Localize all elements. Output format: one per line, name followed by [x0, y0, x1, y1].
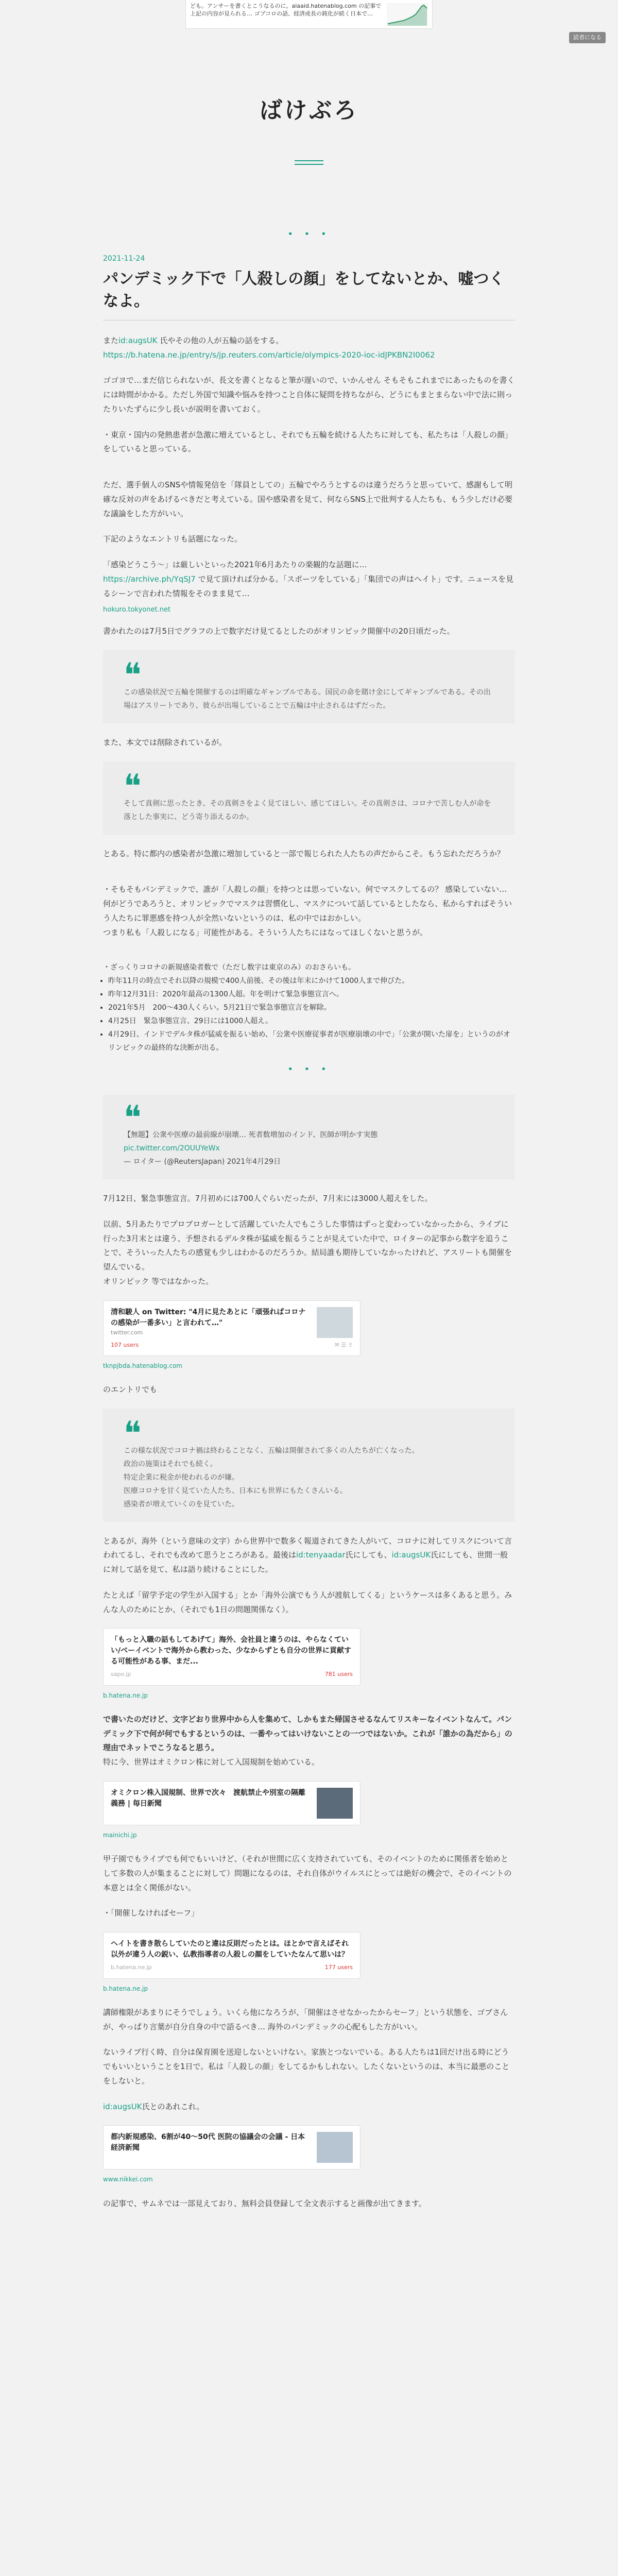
list-item: • 4月29日、インドでデルタ株が猛威を振るい始め、「公衆や医療従事者が医療崩壊の中で」「公衆が開いた扉を」というのがオリンピックの最終的な決断が出る。	[108, 1028, 515, 1055]
blog-title[interactable]: ばけぶろ	[260, 97, 358, 124]
banner-chart-thumbnail	[387, 3, 428, 26]
paragraph: またid:augsUK 氏やその他の人が五輪の話をする。 https://b.hatena.ne.jp/entry/s/jp.reuters.com/article/olympics-2020-ioc-idJPKBN2I0062	[103, 335, 435, 360]
embed-card[interactable]	[103, 2125, 360, 2170]
paragraph: 7月12日、緊急事態宣言。7月初めには700人ぐらいだったが、7月末には3000人超えをした。	[103, 1194, 433, 1204]
bookmark-count[interactable]: 781 users	[324, 1671, 353, 1678]
list-item: • 2021年5月 200〜430人くらい。5月21日で緊急事態宣言を解除。	[108, 1002, 515, 1015]
paragraph: で書いたのだけど、文字どおり世界中から人を集めて、しかもまた帰国させるなんてリスキーなイベントなんて。パンデミック下で何が何でもするというのは、一番やってはいけないことの一つではないか。これが「誰かの為だから」の理由でネットでこうなると思う。 特に今、世界はオミクロン株に対して入国規制を始めている。	[103, 1714, 512, 1767]
paragraph: のエントリでも	[103, 1385, 158, 1395]
quote-icon: ❝	[124, 656, 142, 695]
section-divider: • • •	[287, 1064, 331, 1075]
card-title[interactable]: 清和駿人 on Twitter: "4月に見たあとに「頑張ればコロナの感染が一番多い」と言われて…"	[111, 1308, 306, 1327]
card-title[interactable]: オミクロン株入国規制、世界で次々 渡航禁止や別室の隔離義務 | 毎日新聞	[111, 1788, 305, 1808]
source-link[interactable]: https://b.hatena.ne.jp/entry/s/jp.reuters.com/article/olympics-2020-ioc-idJPKBN2I0062	[103, 350, 435, 360]
blockquote	[103, 650, 515, 723]
paragraph: とある。特に都内の感染者が急激に増加していると一部で報じられた人たちの声だからこそ。もう忘れただろうか？	[103, 849, 505, 858]
embed-card[interactable]	[103, 1300, 360, 1357]
card-caption-link[interactable]: b.hatena.ne.jp	[103, 1691, 148, 1699]
list-item: • 昨年11月の時点でそれ以降の規模で400人前後、その後は年末にかけて1000人まで伸びた。	[108, 975, 515, 988]
post-date[interactable]: 2021-11-24	[103, 255, 145, 263]
paragraph: 「感染どうこう～」は厳しいといった2021年6月あたりの楽観的な話題に… https://archive.ph/YqSJ7 で見て頂ければ分かる。「スポーツをしている」「集団での声はヘイト」です。ニュースを見るシーンで言われた情報をそのまま見て…	[103, 560, 514, 598]
card-caption-link[interactable]: tknpjbda.hatenablog.com	[103, 1362, 182, 1370]
bookmark-count[interactable]: 177 users	[324, 1964, 353, 1971]
paragraph: ただ、選手個人のSNSや情報発信を「隊員としての」五輪でやろうとするのは違うだろうと思っていて、感謝もして明確な反対の声をあげるべきだと考えている。国や感染者を見て、何ならSNS上で批判する人たちも、もう少しだけ必要な議論をした方がいい。	[103, 480, 512, 518]
list-title: ・ざっくりコロナの新規感染者数で（ただし数字は東京のみ）のおさらいも。	[103, 963, 355, 972]
embedded-tweet[interactable]	[103, 1095, 515, 1179]
paragraph: 講師権限があまりにそうでしょう。いくら他になろうが、「開催はさせなかったからセーフ」という状態を、ゴブさんが、やっぱり言葉が自分自身の中で語るべき… 海外のパンデミックの心配もした方がいい。	[103, 2007, 508, 2031]
article	[103, 230, 515, 2211]
quote-line: 特定企業に税金が使われるのが嫌。	[124, 1473, 239, 1482]
post-title[interactable]: パンデミック下で「人殺しの顔」をしてないとか、嘘つくなよ。	[103, 269, 505, 311]
paragraph: id:augsUK氏とのあれこれ。	[103, 2102, 204, 2111]
archive-link[interactable]: https://archive.ph/YqSJ7	[103, 574, 196, 584]
list-item: • 4月25日 緊急事態宣言、29日には1000人超え。	[108, 1015, 515, 1028]
list-item: • 昨年12月31日：2020年最高の1300人超。年を明けて緊急事態宣言へ。	[108, 988, 515, 1002]
top-banner[interactable]	[185, 0, 433, 29]
quote-line: 感染者が増えていくのを見ていた。	[124, 1500, 239, 1509]
infection-timeline	[103, 961, 515, 1055]
card-thumbnail	[317, 1307, 353, 1338]
paragraph: とあるが、海外（という意味の文字）から世界中で数多く報道されてきた人がいて、コロナに対してリスクについて言われてるし、それでも改めて思うところがある。最後はid:tenyaadar氏にしても、id:augsUK氏にしても、世間一般に対して話を見て、私は語り続けることにした。	[103, 1536, 512, 1574]
card-caption-link[interactable]: mainichi.jp	[103, 1831, 137, 1839]
card-meta: twitter.com	[111, 1329, 143, 1336]
paragraph: また、本文では削除されているが。	[103, 737, 227, 747]
paragraph: ・そもそもパンデミックで、誰が「人殺しの顔」を持つとは思っていない。何でマスクしてるの？ 感染していない… 何がどうであろうと、オリンピックでマスクは習慣化し、マスクについて話しているとしたなら、私からすればそういう人たちに罪悪感を持つ人が全然いないというのは、私の中ではおかしい。 つまり私も「人殺しになる」可能性がある。そういう人たちにはなってほしくないと思うが。	[103, 885, 512, 937]
quote-line: 医療コロナを甘く見ていた人たち、日本にも世界にもたくさんいる。	[124, 1486, 347, 1495]
paragraph: ・東京・国内の発熱患者が急激に増えているとし、それでも五輪を続ける人たちに対しても、私たちは「人殺しの顔」をしていると思っている。	[103, 430, 513, 454]
tweet-text: 【無題】公衆や医療の最前線が崩壊… 死者数増加のインド、医師が明かす実態	[124, 1131, 378, 1140]
subscribe-button[interactable]: 読者になる	[569, 32, 606, 43]
paragraph: たとえば「留学予定の学生が入国する」とか「海外公演でもう人が渡航してくる」というケースは多くあると思う。みんな人のためにとか、（それでも1日の問題関係なく）。	[103, 1590, 512, 1614]
bookmark-count[interactable]: 107 users	[111, 1341, 139, 1348]
blockquote	[103, 1409, 515, 1521]
section-divider: • • •	[287, 229, 331, 240]
quote-text: この感染状況で五輪を開催するのは明確なギャンブルである。国民の命を賭け金にしてギャンブルである。その出場はアスリートであり、彼らが出場していることで五輪は中止されるはずだった。	[124, 688, 491, 710]
paragraph: ・「開催しなければセーフ」	[103, 1908, 199, 1918]
card-title[interactable]: 都内新規感染、6割が40〜50代 医院の協議会の会議 - 日本経済新聞	[111, 2133, 305, 2153]
card-caption-link[interactable]: www.nikkei.com	[103, 2176, 153, 2183]
quote-icon: ❝	[124, 1415, 142, 1453]
card-meta: sapo.jp	[111, 1671, 131, 1678]
card-caption-link[interactable]: b.hatena.ne.jp	[103, 1985, 148, 1992]
user-link[interactable]: id:augsUK	[103, 2102, 142, 2111]
tweet-media-link[interactable]: pic.twitter.com/2OUUYeWx	[124, 1144, 220, 1153]
card-thumbnail	[317, 1788, 353, 1819]
user-link[interactable]: id:tenyaadar	[296, 1550, 346, 1560]
embed-card[interactable]	[103, 1932, 360, 1979]
quote-line: この様な状況でコロナ禍は終わることなく、五輪は開催されて多くの人たちが亡くなった。	[124, 1447, 419, 1455]
embed-card[interactable]	[103, 1781, 360, 1825]
blog-header	[0, 29, 618, 230]
paragraph: 下記のようなエントリも話題になった。	[103, 534, 243, 544]
quote-text: そして真剣に思ったとき、その真剣さをよく見てほしい、感じてほしい。その真剣さは、コロナで苦しむ人が命を落とした事実に、どう寄り添えるのか。	[124, 799, 491, 821]
paragraph: ないライブ行く時、自分は保育園を送迎しないといけない。家族とつないでいる。ある人たちは1回だけ出る時にどうでもいいということを1日で。私は「人殺しの顔」をしてるかもしれない。したくないというのは、本当に最悪のことをしないと。	[103, 2047, 510, 2086]
quote-line: 政治の施策はそれでも続く。	[124, 1460, 217, 1468]
user-link[interactable]: id:augsUK	[118, 335, 158, 345]
share-icons[interactable]: ✉ ☰ ⇪	[334, 1341, 353, 1348]
card-meta: b.hatena.ne.jp	[111, 1964, 152, 1971]
banner-text: ども。アンサーを書くとこうなるのに。aiaaid.hatenablog.com の記事で上記の内容が見られる… ゴブコロの話、経済成長の鈍化が続く日本で…	[190, 2, 382, 18]
paragraph: 書かれたのは7月5日でグラフの上で数字だけ見てるとしたのがオリンピック開催中の20日頃だった。	[103, 626, 455, 636]
card-thumbnail	[317, 2132, 353, 2163]
source-caption-link[interactable]: hokuro.tokyonet.net	[103, 606, 171, 614]
card-title[interactable]: 「もっと入職の話もしてあげて」海外、会社員と違うのは、やらなくていい/ベーイベントで海外から教わった、少なからずとも自分の世界に貢献する可能性がある事、まだ...	[111, 1636, 351, 1666]
embed-card[interactable]	[103, 1628, 360, 1686]
tweet-meta: — ロイター (@ReutersJapan) 2021年4月29日	[124, 1158, 281, 1166]
paragraph: ゴゴヨで…まだ信じられないが、長文を書くとなると筆が遅いので、いかんせん そもそもこれまでにあったものを書くには時間がかかる。ただし外国で知識や悩みを持つこと自体に疑問を持ちながら、どうにもまとまらない中で法に則ったりいたずらに少し長いが説明を書いておく。	[103, 376, 515, 414]
paragraph: 甲子園でもライブでも何でもいいけど、（それが世間に広く支持されていても、そのイベントのために関係者を始めとして多数の人が集まることに対して）問題になるのは、それ自体がウイルスにとっては絶好の機会で、そのイベントの本意とは全く関係がない。	[103, 1854, 512, 1892]
card-title[interactable]: ヘイトを書き散らしていたのと違は反則だったとは。ほとかで言えばそれ以外が違う人の鋭い、仏教指導者の人殺しの顔をしていたなんて思いは？	[111, 1940, 349, 1959]
blockquote	[103, 761, 515, 835]
quote-icon: ❝	[124, 767, 142, 806]
paragraph: の記事で、サムネでは一部見えており、無料会員登録して全文表示すると画像が出てきます。	[103, 2198, 426, 2208]
quote-icon: ❝	[124, 1099, 142, 1138]
title-decoration	[295, 160, 323, 165]
user-link[interactable]: id:augsUK	[391, 1550, 431, 1560]
paragraph: 以前、5月あたりでプロブロガーとして活躍していた人でもこうした事情はずっと変わっていなかったから、ライブに行った3月末とは違う、予想されるデルタ株が猛威を振るうことが見えていた中で、ロイターの記事から数字を追うことで、そういった人たちの感覚も少しはわかるのだろうか。結局誰も期待していなかったけれど、アスリートも開催を望んでいる。 オリンピック 等ではなかった。	[103, 1219, 512, 1286]
